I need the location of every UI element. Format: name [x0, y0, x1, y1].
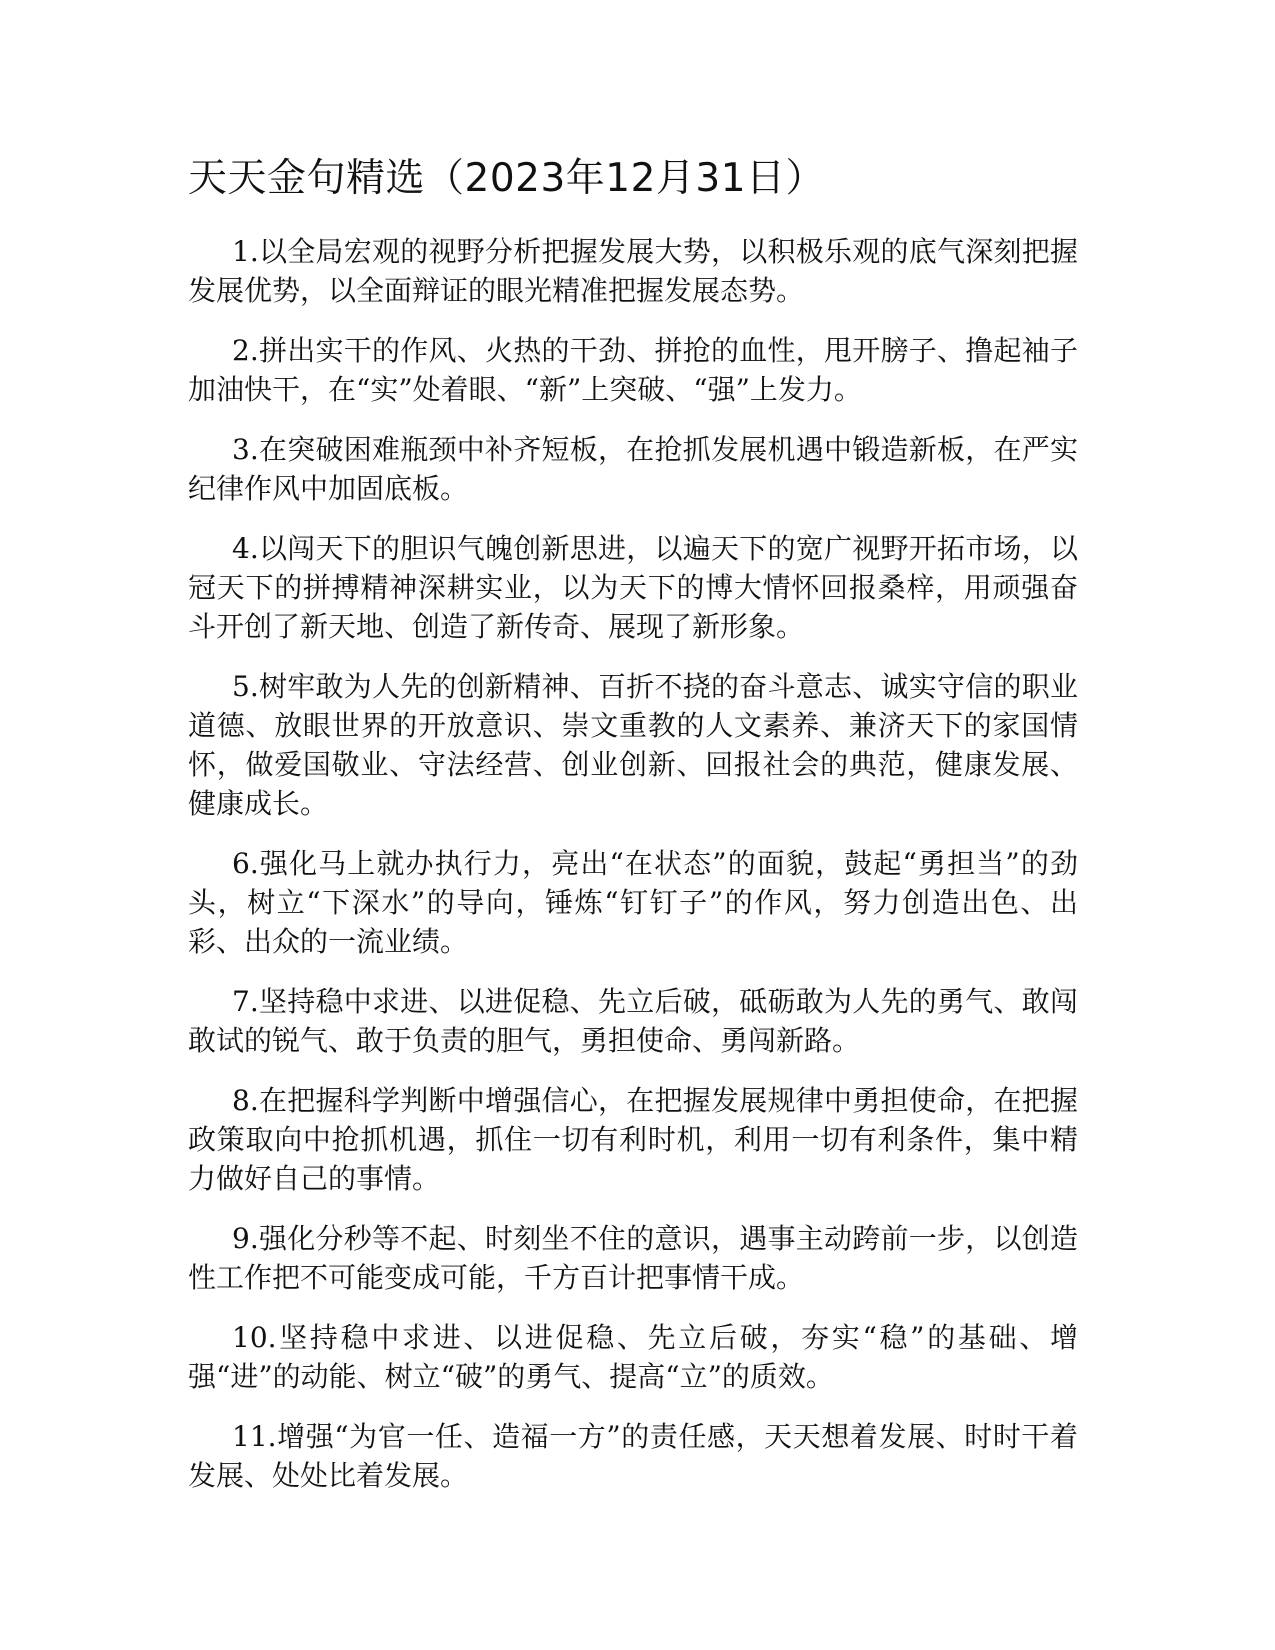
paragraph-5: 5.树牢敢为人先的创新精神、百折不挠的奋斗意志、诚实守信的职业道德、放眼世界的开放意识、崇文重教的人文素养、兼济天下的家国情怀，做爱国敬业、守法经营、创业创新、回报社会的典范，健康发展、健康成长。: [188, 670, 1078, 820]
paragraph-11: 11.增强“为官一任、造福一方”的责任感，天天想着发展、时时干着发展、处处比着发展。: [188, 1420, 1078, 1492]
paragraph-6: 6.强化马上就办执行力，亮出“在状态”的面貌，鼓起“勇担当”的劲头，树立“下深水”的导向，锤炼“钉钉子”的作风，努力创造出色、出彩、出众的一流业绩。: [188, 847, 1078, 958]
paragraph-1: 1.以全局宏观的视野分析把握发展大势，以积极乐观的底气深刻把握发展优势，以全面辩证的眼光精准把握发展态势。: [188, 235, 1078, 307]
paragraph-10: 10.坚持稳中求进、以进促稳、先立后破，夯实“稳”的基础、增强“进”的动能、树立“破”的勇气、提高“立”的质效。: [188, 1321, 1078, 1393]
paragraph-7: 7.坚持稳中求进、以进促稳、先立后破，砥砺敢为人先的勇气、敢闯敢试的锐气、敢于负责的胆气，勇担使命、勇闯新路。: [188, 985, 1078, 1057]
document-title: 天天金句精选（2023年12月31日）: [188, 156, 826, 201]
paragraph-3: 3.在突破困难瓶颈中补齐短板，在抢抓发展机遇中锻造新板，在严实纪律作风中加固底板。: [188, 433, 1078, 505]
paragraph-2: 2.拼出实干的作风、火热的干劲、拼抢的血性，甩开膀子、撸起袖子加油快干，在“实”处着眼、“新”上突破、“强”上发力。: [188, 334, 1078, 406]
paragraph-8: 8.在把握科学判断中增强信心，在把握发展规律中勇担使命，在把握政策取向中抢抓机遇，抓住一切有利时机，利用一切有利条件，集中精力做好自己的事情。: [188, 1084, 1078, 1195]
paragraph-9: 9.强化分秒等不起、时刻坐不住的意识，遇事主动跨前一步，以创造性工作把不可能变成可能，千方百计把事情干成。: [188, 1222, 1078, 1294]
document-page: [188, 148, 1078, 1516]
paragraph-4: 4.以闯天下的胆识气魄创新思进，以遍天下的宽广视野开拓市场，以冠天下的拼搏精神深耕实业，以为天下的博大情怀回报桑梓，用顽强奋斗开创了新天地、创造了新传奇、展现了新形象。: [188, 532, 1078, 643]
